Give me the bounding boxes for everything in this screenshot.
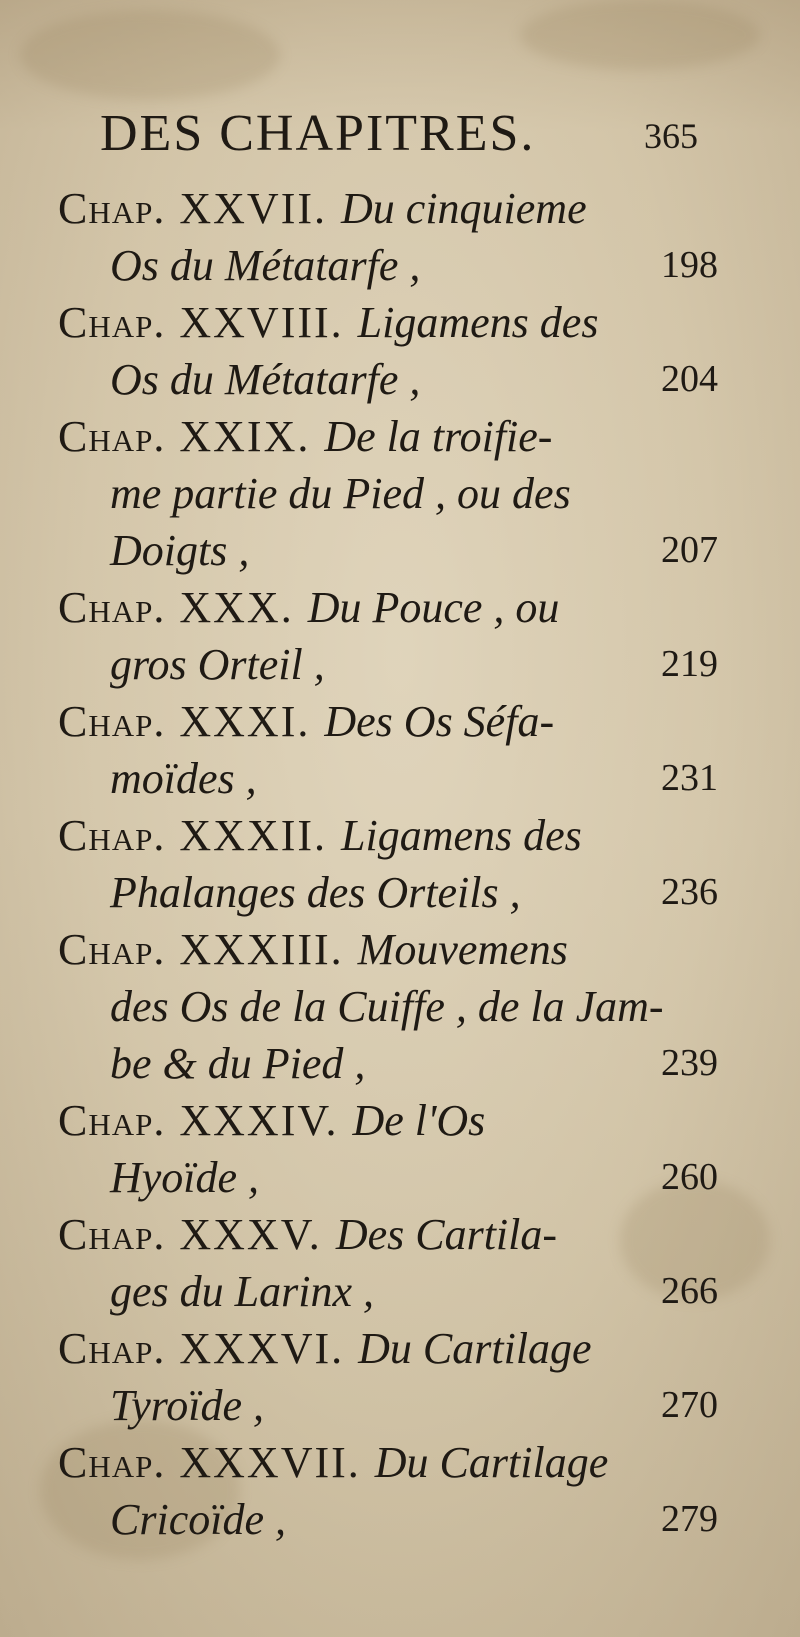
chapter-label: Chap. <box>58 583 166 632</box>
chapter-label: Chap. <box>58 298 166 347</box>
toc-entry <box>0 579 800 693</box>
table-of-contents <box>0 180 800 1548</box>
toc-entry <box>0 180 800 294</box>
toc-entry-heading-line <box>0 1092 800 1149</box>
running-head <box>0 104 800 164</box>
chapter-number: XXVII. <box>179 184 328 233</box>
chapter-subject: Des Cartila- <box>335 1210 558 1259</box>
chapter-subject: Du Pouce , ou <box>307 583 560 632</box>
chapter-number: XXXV. <box>179 1210 322 1259</box>
chapter-label: Chap. <box>58 1210 166 1259</box>
chapter-subject: me partie du Pied , ou des <box>110 469 571 518</box>
chapter-number: XXX. <box>179 583 294 632</box>
chapter-subject: Ligamens des <box>341 811 582 860</box>
page-reference: 204 <box>661 358 718 400</box>
chapter-label: Chap. <box>58 1324 166 1373</box>
chapter-subject: Du Cartilage <box>374 1438 609 1487</box>
page-reference: 198 <box>661 244 718 286</box>
chapter-number: XXXI. <box>179 697 311 746</box>
toc-entry <box>0 1206 800 1320</box>
chapter-subject: Mouvemens <box>357 925 568 974</box>
toc-entry-continuation-line <box>0 1263 800 1320</box>
toc-entry <box>0 408 800 579</box>
chapter-label: Chap. <box>58 697 166 746</box>
chapter-subject: moïdes , <box>110 754 257 803</box>
chapter-subject: Hyoïde , <box>110 1153 260 1202</box>
toc-entry-continuation-line <box>0 522 800 579</box>
chapter-subject: des Os de la Cuiffe , de la Jam- <box>110 982 664 1031</box>
chapter-label: Chap. <box>58 811 166 860</box>
toc-entry-continuation-line <box>0 864 800 921</box>
toc-entry-continuation-line <box>0 1149 800 1206</box>
page-reference: 231 <box>661 757 718 799</box>
toc-entry-heading-line <box>0 294 800 351</box>
chapter-subject: Cricoïde , <box>110 1495 286 1544</box>
toc-entry-continuation-line <box>0 750 800 807</box>
chapter-subject: Doigts , <box>110 526 250 575</box>
chapter-subject: Ligamens des <box>357 298 599 347</box>
chapter-number: XXXIII. <box>179 925 344 974</box>
chapter-subject: Tyroïde , <box>110 1381 264 1430</box>
toc-entry <box>0 807 800 921</box>
chapter-label: Chap. <box>58 412 166 461</box>
page-reference: 266 <box>661 1270 718 1312</box>
chapter-number: XXXVI. <box>179 1324 345 1373</box>
toc-entry-continuation-line <box>0 978 800 1035</box>
chapter-label: Chap. <box>58 925 166 974</box>
chapter-subject: ges du Larinx , <box>110 1267 374 1316</box>
toc-entry-continuation-line <box>0 1035 800 1092</box>
toc-entry-continuation-line <box>0 465 800 522</box>
toc-entry <box>0 294 800 408</box>
page-reference: 279 <box>661 1498 718 1540</box>
chapter-label: Chap. <box>58 1438 166 1487</box>
toc-entry-heading-line <box>0 180 800 237</box>
page-reference: 236 <box>661 871 718 913</box>
chapter-subject: Os du Métatarfe , <box>110 241 421 290</box>
chapter-number: XXXIV. <box>179 1096 339 1145</box>
chapter-number: XXXII. <box>179 811 328 860</box>
toc-entry-continuation-line <box>0 1377 800 1434</box>
chapter-subject: Du Cartilage <box>358 1324 592 1373</box>
page-reference: 270 <box>661 1384 718 1426</box>
page-reference: 207 <box>661 529 718 571</box>
toc-entry <box>0 1320 800 1434</box>
chapter-subject: De l'Os <box>352 1096 486 1145</box>
chapter-subject: Des Os Séfa- <box>324 697 555 746</box>
toc-entry <box>0 693 800 807</box>
chapter-label: Chap. <box>58 184 166 233</box>
chapter-subject: Os du Métatarfe , <box>110 355 421 404</box>
toc-entry-continuation-line <box>0 351 800 408</box>
running-title: DES CHAPITRES. <box>100 105 536 162</box>
toc-entry-continuation-line <box>0 636 800 693</box>
page-reference: 219 <box>661 643 718 685</box>
toc-entry-heading-line <box>0 921 800 978</box>
toc-entry <box>0 1434 800 1548</box>
toc-entry-heading-line <box>0 693 800 750</box>
toc-entry-continuation-line <box>0 237 800 294</box>
chapter-subject: De la troifie- <box>324 412 553 461</box>
toc-entry-heading-line <box>0 408 800 465</box>
chapter-subject: gros Orteil , <box>110 640 325 689</box>
chapter-label: Chap. <box>58 1096 166 1145</box>
toc-entry-continuation-line <box>0 1491 800 1548</box>
toc-entry-heading-line <box>0 579 800 636</box>
toc-entry-heading-line <box>0 1434 800 1491</box>
chapter-number: XXVIII. <box>179 298 344 347</box>
chapter-number: XXXVII. <box>179 1438 361 1487</box>
toc-entry <box>0 921 800 1092</box>
toc-entry <box>0 1092 800 1206</box>
toc-entry-heading-line <box>0 807 800 864</box>
page-reference: 239 <box>661 1042 718 1084</box>
page-reference: 260 <box>661 1156 718 1198</box>
chapter-subject: be & du Pied , <box>110 1039 366 1088</box>
chapter-subject: Du cinquieme <box>341 184 587 233</box>
chapter-number: XXIX. <box>179 412 311 461</box>
toc-entry-heading-line <box>0 1320 800 1377</box>
chapter-subject: Phalanges des Orteils , <box>110 868 521 917</box>
page-number: 365 <box>644 116 698 156</box>
toc-entry-heading-line <box>0 1206 800 1263</box>
